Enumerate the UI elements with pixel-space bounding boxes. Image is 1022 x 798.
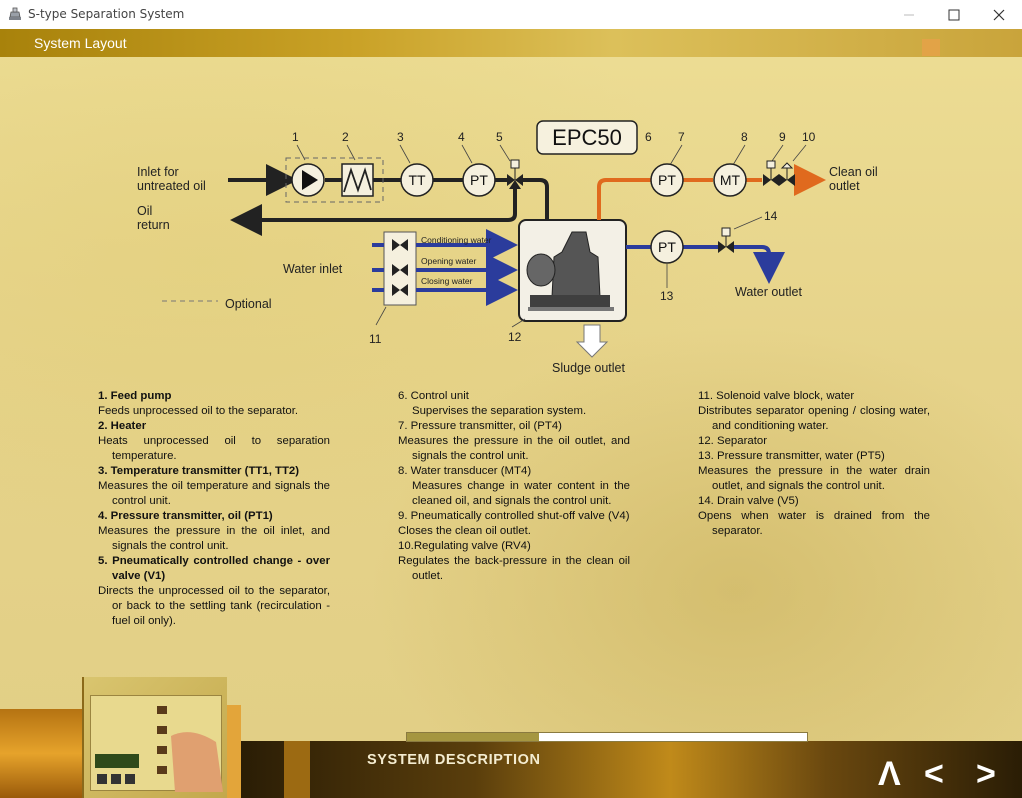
num-9: 9 (779, 130, 786, 144)
control-panel-photo (82, 677, 227, 798)
svg-text:TT: TT (408, 172, 426, 188)
item-10-title: 10.Regulating valve (RV4) (398, 540, 531, 552)
svg-text:MT: MT (719, 172, 741, 188)
maximize-button[interactable] (931, 0, 977, 29)
num-12: 12 (508, 330, 522, 344)
description-column-3 (698, 389, 930, 539)
num-10: 10 (802, 130, 816, 144)
pressure-transmitter-oil-outlet-icon (651, 164, 683, 196)
oil-return-label-2: return (137, 218, 170, 232)
pressure-transmitter-water-icon (651, 231, 683, 263)
content-area (0, 57, 1022, 741)
clean-oil-label-2: outlet (829, 179, 860, 193)
sludge-outlet-arrow (577, 325, 607, 357)
footer-dark-band (240, 741, 1022, 798)
item-3-desc: Measures the oil temperature and signals the control unit. (98, 480, 330, 507)
item-1-desc: Feeds unprocessed oil to the separator. (98, 405, 299, 417)
water-outlet-label: Water outlet (735, 285, 802, 299)
close-icon (993, 9, 1005, 21)
num-4: 4 (458, 130, 465, 144)
clean-oil-label-1: Clean oil (829, 165, 878, 179)
app-icon (7, 6, 23, 22)
item-4-desc: Measures the pressure in the oil inlet, and signals the control unit. (98, 525, 330, 552)
system-description-label: SYSTEM DESCRIPTION (367, 752, 541, 768)
item-10-desc: Regulates the back-pressure in the clean oil outlet. (398, 555, 630, 582)
item-2-desc: Heats unprocessed oil to separation temperature. (98, 435, 330, 462)
inlet-label-2: untreated oil (137, 179, 206, 193)
nav-up-button[interactable]: Λ (878, 755, 901, 793)
progress-fill (407, 733, 539, 741)
description-column-1 (98, 389, 330, 629)
item-13-desc: Measures the pressure in the water drain outlet, and signals the control unit. (698, 465, 930, 492)
item-14-title: 14. Drain valve (V5) (698, 495, 799, 507)
pressure-transmitter-oil-inlet-icon (463, 164, 495, 196)
num-8: 8 (741, 130, 748, 144)
item-9-title: 9. Pneumatically controlled shut-off valve (V4) (398, 510, 630, 522)
num-11: 11 (369, 332, 382, 346)
item-13-title: 13. Pressure transmitter, water (PT5) (698, 450, 885, 462)
progress-bar (406, 732, 808, 742)
water-outlet-pipe (626, 247, 769, 272)
svg-text:PT: PT (658, 239, 676, 255)
num-3: 3 (397, 130, 404, 144)
item-5-desc: Directs the unprocessed oil to the separator, or back to the settling tank (recirculation - fuel oil only). (98, 585, 330, 627)
section-bar (0, 29, 1022, 57)
footer-left-decoration (0, 709, 82, 798)
num-5: 5 (496, 130, 503, 144)
item-6-desc: Supervises the separation system. (412, 405, 587, 417)
shut-off-valve-icon (763, 161, 779, 186)
description-column-2 (398, 389, 630, 584)
water-inlet-label: Water inlet (283, 262, 343, 276)
item-9-desc: Closes the clean oil outlet. (398, 525, 531, 537)
footer-orange-bar (227, 705, 241, 798)
num-6: 6 (645, 130, 652, 144)
item-11-title: 11. Solenoid valve block, water (698, 390, 855, 402)
item-6-title: 6. Control unit (398, 390, 469, 402)
minimize-button[interactable] (886, 0, 932, 29)
optional-label: Optional (225, 297, 272, 311)
nav-previous-button[interactable]: < (924, 755, 944, 793)
item-8-title: 8. Water transducer (MT4) (398, 465, 532, 477)
opening-water-label: Opening water (421, 256, 477, 266)
feed-pump-icon (292, 164, 324, 196)
item-7-desc: Measures the pressure in the oil outlet, and signals the control unit. (398, 435, 630, 462)
control-panel-face (90, 695, 222, 791)
num-13: 13 (660, 289, 674, 303)
clean-oil-pipe (599, 180, 652, 220)
system-diagram (0, 57, 1022, 387)
separator-icon (519, 220, 626, 321)
title-bar (0, 0, 1022, 29)
closing-water-label: Closing water (421, 276, 473, 286)
change-over-valve-icon (507, 160, 523, 189)
solenoid-valve-block-icon (384, 232, 416, 305)
heater-icon (342, 164, 373, 196)
item-5-title: 5. Pneumatically controlled change - over valve (V1) (98, 555, 330, 582)
nav-next-button[interactable]: > (976, 755, 996, 793)
footer-gold-block (284, 741, 310, 798)
maximize-icon (948, 9, 960, 21)
item-14-desc: Opens when water is drained from the separator. (698, 510, 930, 537)
num-14: 14 (764, 209, 778, 223)
control-panel-icon (91, 696, 223, 792)
conditioning-water-label: Conditioning water (421, 235, 492, 245)
item-4-title: 4. Pressure transmitter, oil (PT1) (98, 510, 273, 522)
inlet-label-1: Inlet for (137, 165, 179, 179)
sludge-outlet-label: Sludge outlet (552, 361, 625, 375)
item-12-title: 12. Separator (698, 435, 768, 447)
num-1: 1 (292, 130, 299, 144)
item-2-title: 2. Heater (98, 420, 147, 432)
water-transducer-icon (714, 164, 746, 196)
item-11-desc: Distributes separator opening / closing water, and conditioning water. (698, 405, 930, 432)
close-button[interactable] (976, 0, 1022, 29)
control-unit-label: EPC50 (552, 125, 622, 150)
oil-return-label-1: Oil (137, 204, 153, 218)
item-1-title: 1. Feed pump (98, 390, 172, 402)
item-8-desc: Measures change in water content in the cleaned oil, and signals the control unit. (412, 480, 630, 507)
section-title: System Layout (34, 35, 127, 51)
svg-text:PT: PT (470, 172, 488, 188)
svg-text:PT: PT (658, 172, 676, 188)
drain-valve-icon (718, 228, 734, 253)
minimize-icon (903, 9, 915, 21)
regulating-valve-icon (779, 163, 795, 186)
window-title: S-type Separation System (28, 7, 185, 21)
num-7: 7 (678, 130, 685, 144)
item-3-title: 3. Temperature transmitter (TT1, TT2) (98, 465, 300, 477)
temperature-transmitter-icon (401, 164, 433, 196)
section-accent (922, 39, 940, 56)
num-2: 2 (342, 130, 349, 144)
item-7-title: 7. Pressure transmitter, oil (PT4) (398, 420, 562, 432)
